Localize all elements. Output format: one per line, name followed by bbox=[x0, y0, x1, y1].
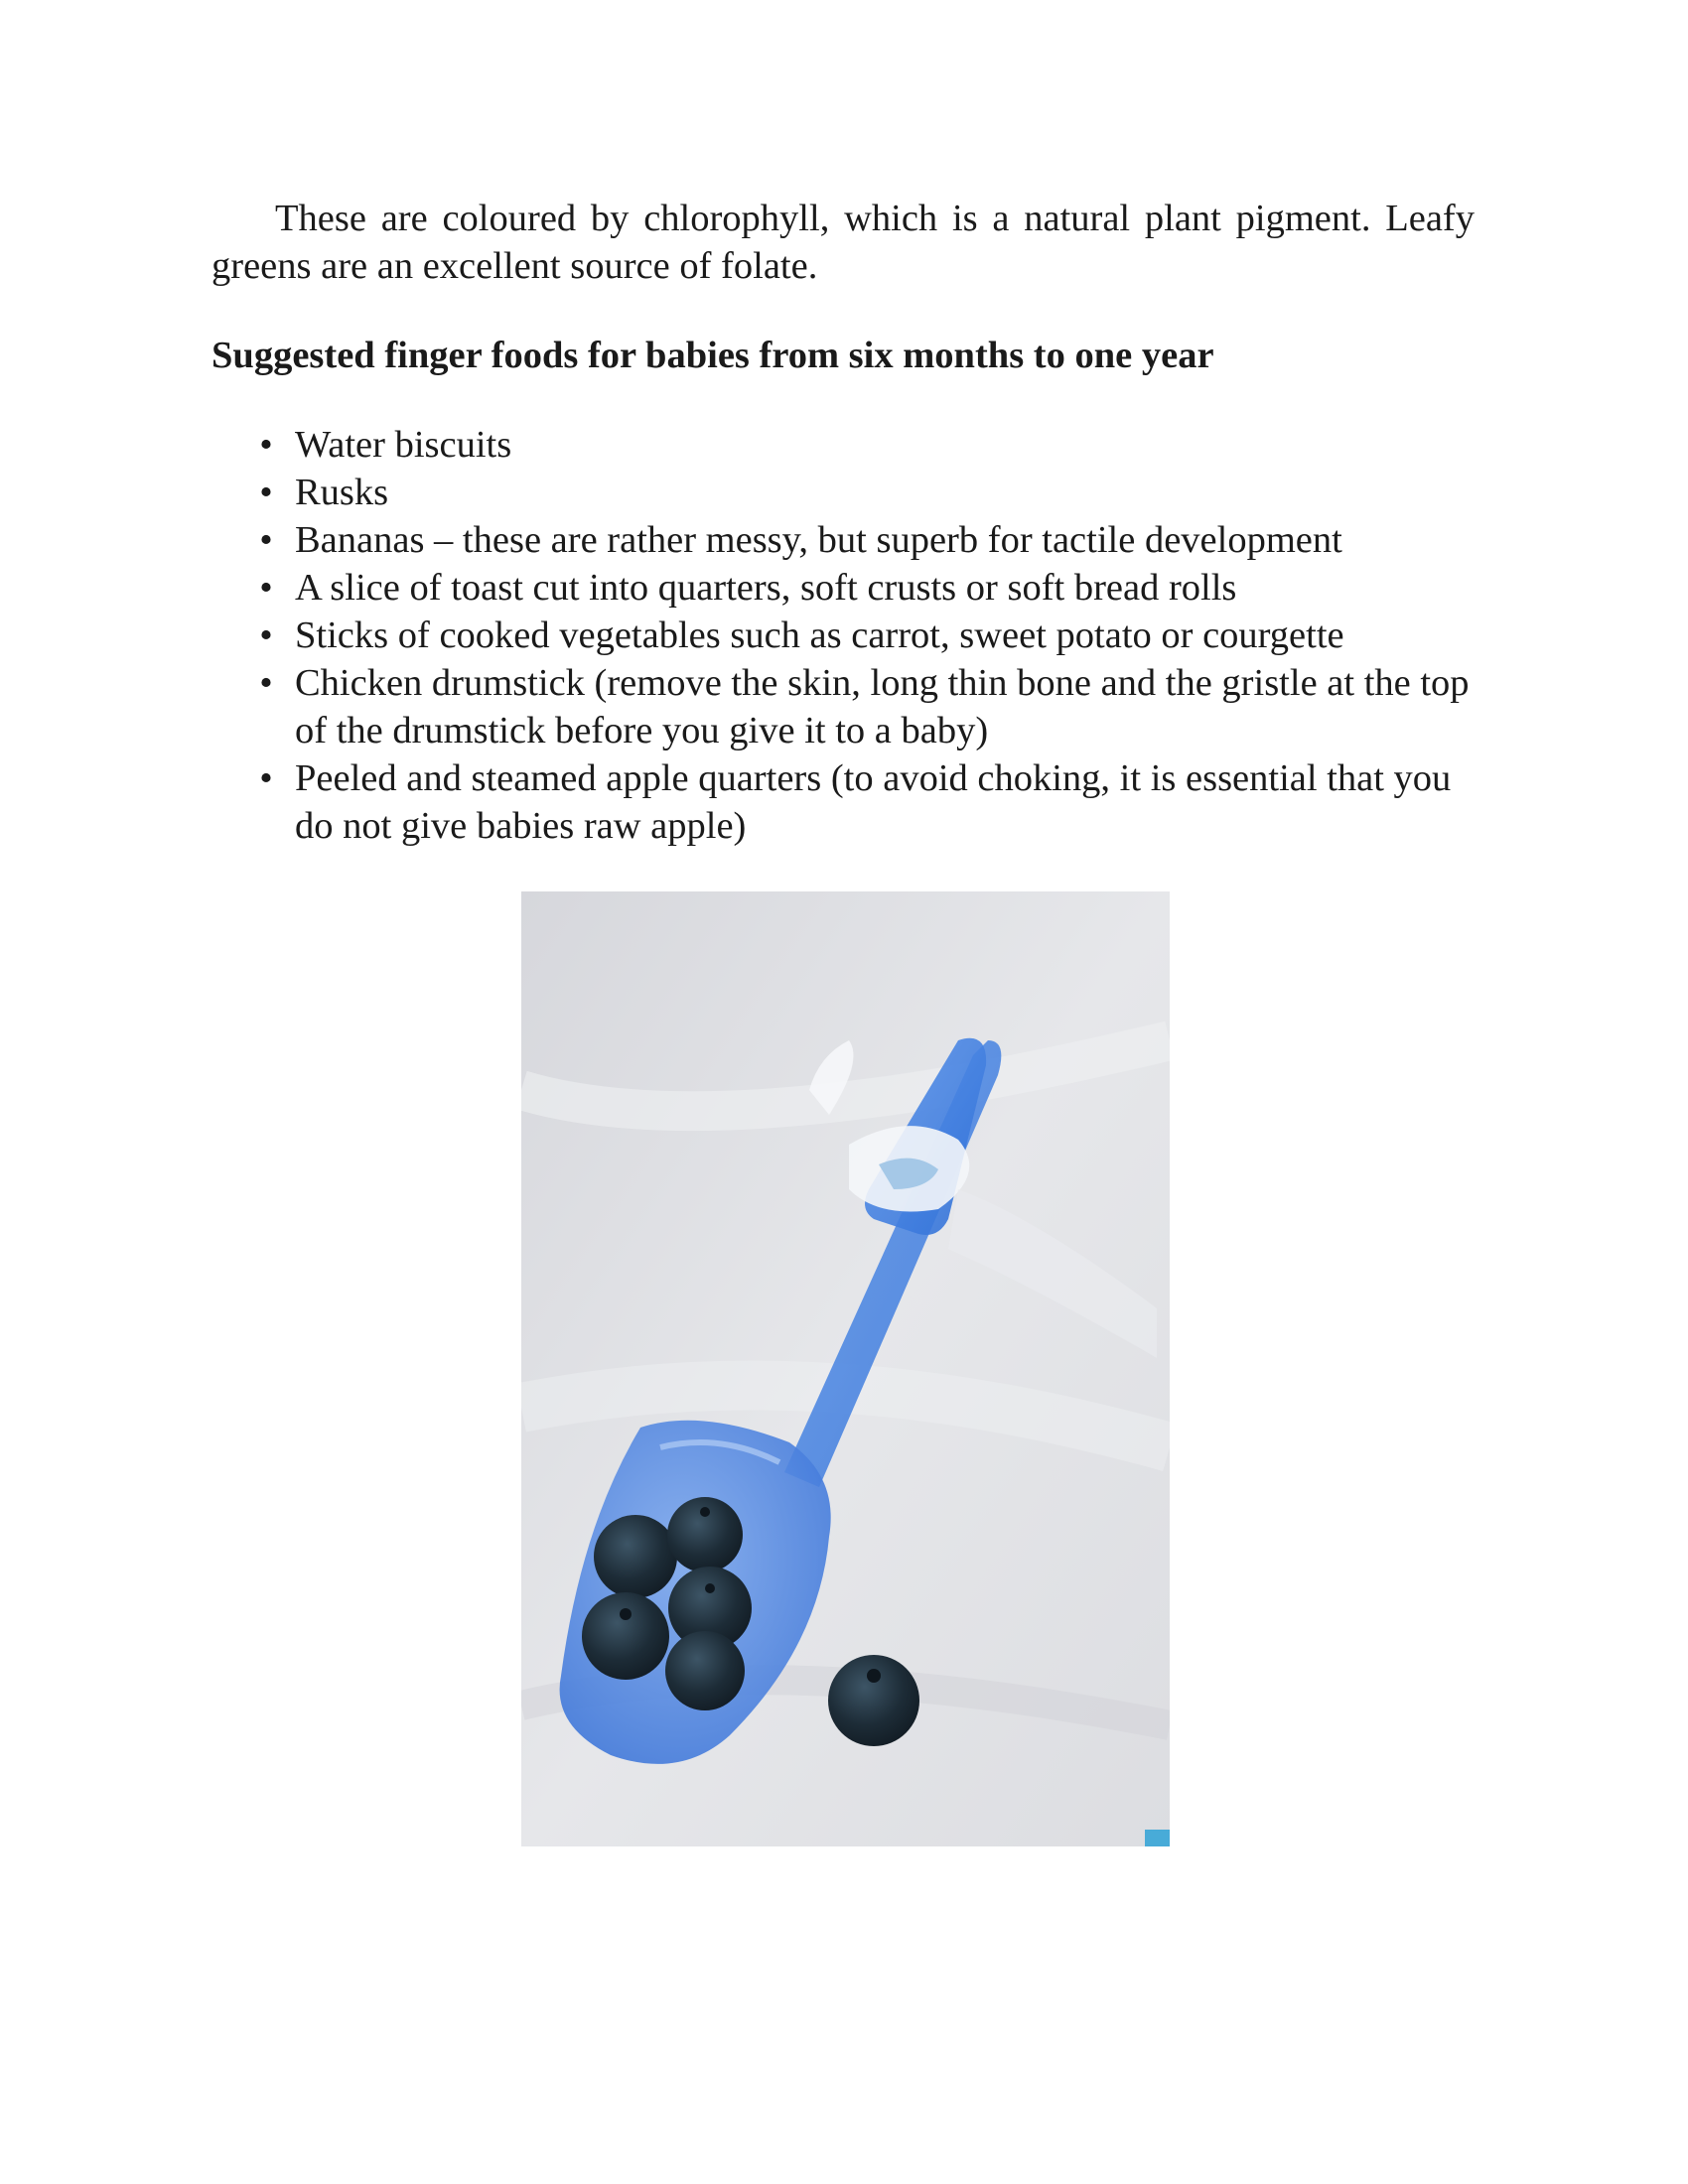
list-item bbox=[211, 469, 1475, 516]
list-item-text: Sticks of cooked vegetables such as carrot, sweet potato or courgette bbox=[295, 614, 1344, 656]
list-item-text: A slice of toast cut into quarters, soft crusts or soft bread rolls bbox=[295, 567, 1237, 609]
document-page bbox=[211, 195, 1475, 850]
list-item bbox=[211, 659, 1475, 754]
intro-paragraph: These are coloured by chlorophyll, which is a natural plant pigment. Leafy greens are an excellent source of folate. bbox=[211, 198, 1475, 287]
section-heading: Suggested finger foods for babies from six months to one year bbox=[211, 335, 1214, 376]
bullet-icon: • bbox=[259, 757, 273, 799]
list-item bbox=[211, 516, 1475, 564]
list-item bbox=[211, 564, 1475, 612]
bullet-icon: • bbox=[259, 519, 273, 561]
list-item-text: Rusks bbox=[295, 472, 389, 513]
list-item-text: Water biscuits bbox=[295, 424, 512, 466]
bullet-icon: • bbox=[259, 662, 273, 704]
list-item-text: Peeled and steamed apple quarters (to avoid choking, it is essential that you do not give babies raw apple) bbox=[295, 757, 1452, 847]
bullet-icon: • bbox=[259, 614, 273, 656]
list-item-text: Chicken drumstick (remove the skin, long thin bone and the gristle at the top of the drumstick before you give it to a baby) bbox=[295, 662, 1470, 751]
bullet-icon: • bbox=[259, 424, 273, 466]
bullet-icon: • bbox=[259, 472, 273, 513]
blueberries-in-blue-spoon-photo bbox=[521, 891, 1170, 1846]
list-item bbox=[211, 612, 1475, 659]
list-item-text: Bananas – these are rather messy, but superb for tactile development bbox=[295, 519, 1342, 561]
list-item bbox=[211, 421, 1475, 469]
bullet-icon: • bbox=[259, 567, 273, 609]
list-item bbox=[211, 754, 1475, 850]
finger-foods-list bbox=[211, 421, 1475, 850]
